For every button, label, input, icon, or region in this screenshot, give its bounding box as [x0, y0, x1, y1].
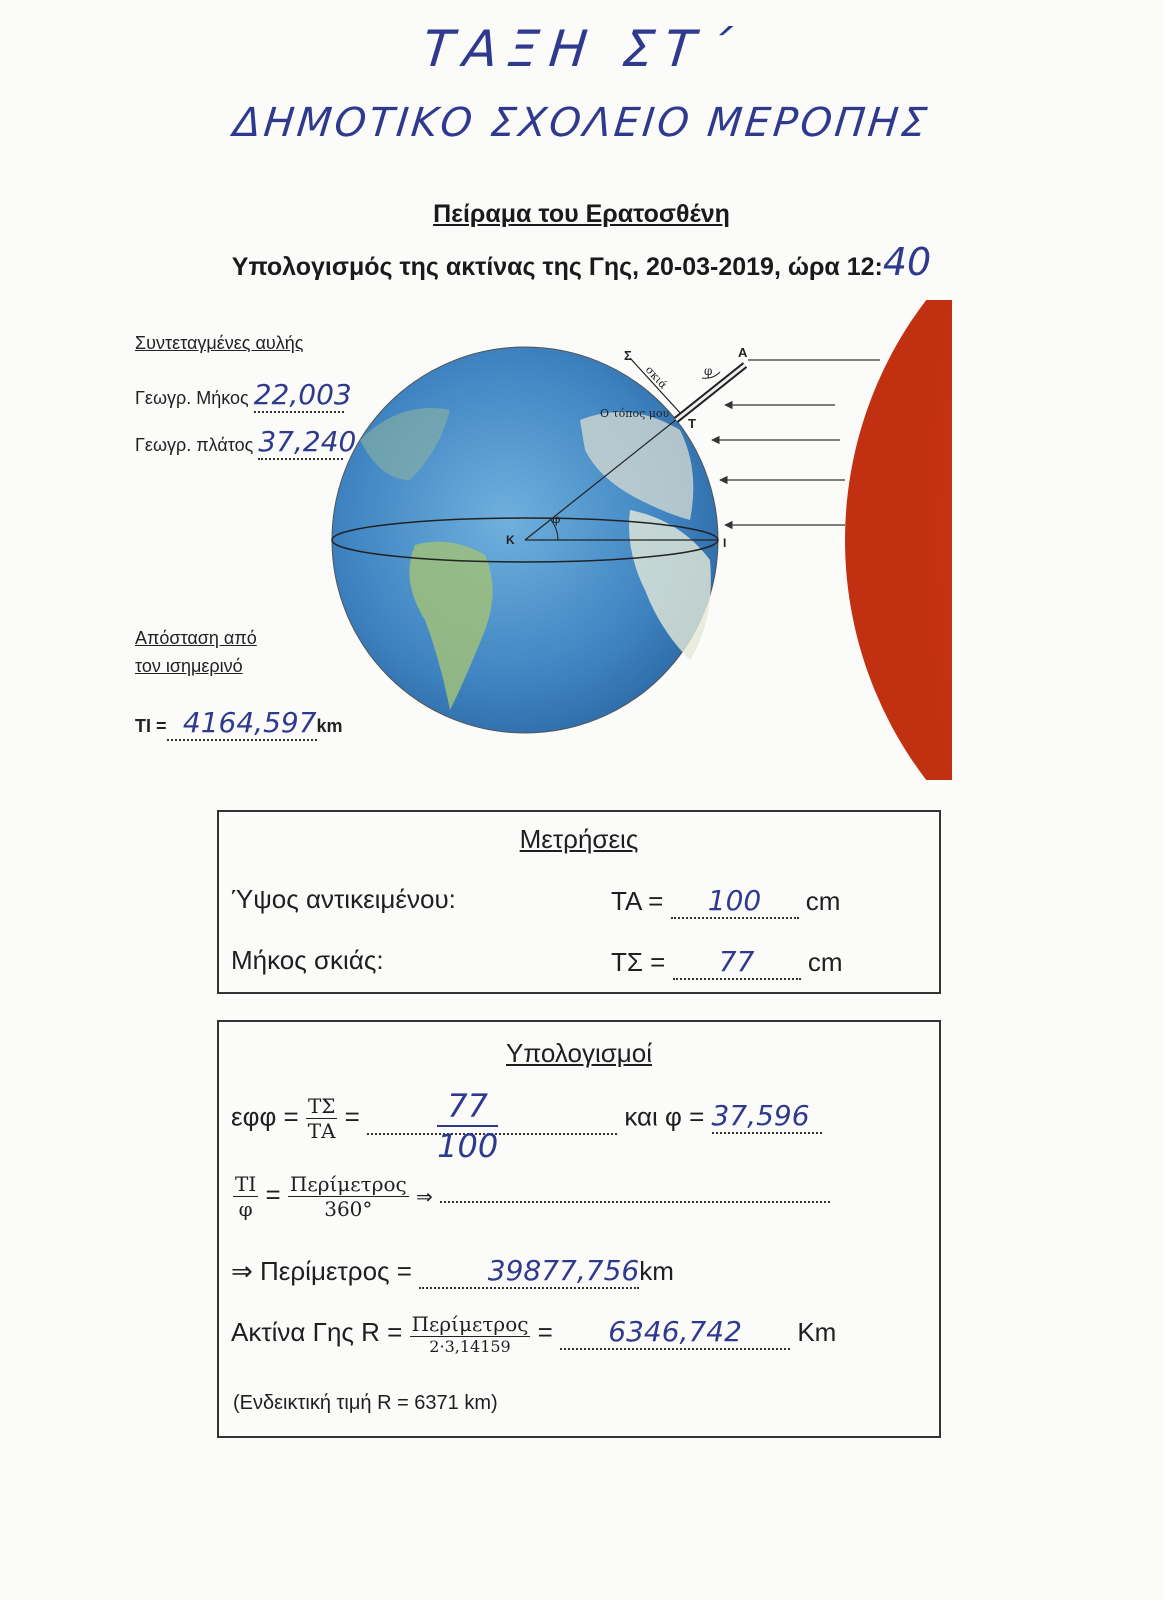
distance-value: 4164,597 — [167, 706, 317, 741]
ratio-num: ΤΙ — [235, 1172, 257, 1196]
tan-value-num: 77 — [437, 1087, 498, 1127]
longitude-value: 22,003 — [253, 378, 352, 411]
ratio-den: φ — [238, 1197, 253, 1221]
ratio-dots — [440, 1181, 830, 1203]
reference-note: (Ενδεικτική τιμή R = 6371 km) — [233, 1392, 498, 1414]
class-heading: ΤΑΞΗ ΣΤ΄ — [419, 20, 744, 78]
time-minutes: 40 — [882, 240, 932, 284]
experiment-title: Πείραμα του Ερατοσθένη — [433, 200, 730, 228]
shadow-value: 77 — [673, 945, 801, 980]
label-my-place: Ο τόπος μου — [600, 407, 670, 420]
shadow-row: ΤΣ = 77 cm — [611, 945, 843, 978]
latitude-value: 37,240 — [258, 425, 357, 458]
calculations-box — [217, 1020, 941, 1438]
perim-den: 360° — [324, 1197, 373, 1221]
label-I: Ι — [723, 536, 727, 550]
perimeter-value: 39877,756 — [419, 1254, 639, 1289]
radius-value: 6346,742 — [560, 1315, 790, 1350]
latitude-row: Γεωγρ. πλάτος 37,240 — [135, 425, 357, 458]
tan-value-den: 100 — [437, 1126, 499, 1165]
distance-heading-2: τον ισημερινό — [135, 656, 243, 676]
radius-den: 2·3,14159 — [429, 1337, 511, 1356]
phi-value: 37,596 — [712, 1099, 822, 1134]
school-heading: ΔΗΜΟΤΙΚΟ ΣΧΟΛΕΙΟ ΜΕΡΟΠΗΣ — [231, 100, 932, 146]
coordinates-heading: Συντεταγμένες αυλής — [135, 333, 304, 353]
radius-num: Περίμετρος — [411, 1312, 529, 1336]
longitude-row: Γεωγρ. Μήκος 22,003 — [135, 378, 352, 411]
ratio-row: $\frac{TI}{\varphi}$ = $\frac{\text{Περίμετρος}}{360^\circ}$ ⇒ — [233, 1172, 830, 1221]
label-K: Κ — [506, 533, 515, 547]
earth-diagram — [300, 330, 900, 770]
calculations-title: Υπολογισμοί — [506, 1038, 652, 1068]
tan-row: εφφ = $\frac{T\Sigma}{TA}$ = $\frac{77}{100}$ και φ = 37,596 — [231, 1094, 822, 1143]
radius-row: Ακτίνα Γης R = $\frac{\text{Περίμετρος}}{2\cdot 3,14159}$ = 6346,742 Km — [231, 1312, 837, 1356]
tan-num: ΤΣ — [307, 1094, 336, 1118]
perim-num: Περίμετρος — [289, 1172, 407, 1196]
label-sigma: Σ — [624, 348, 632, 363]
shadow-label: Μήκος σκιάς: — [231, 945, 384, 975]
label-shadow: σκιά — [642, 363, 670, 392]
measurements-box — [217, 810, 941, 994]
label-T: Τ — [688, 416, 696, 431]
label-A: Α — [738, 345, 748, 360]
experiment-subtitle: Υπολογισμός της ακτίνας της Γης, 20-03-2019, ώρα 12:40 — [231, 240, 932, 284]
distance-heading-1: Απόσταση από — [135, 628, 257, 648]
tan-den: ΤΑ — [307, 1119, 336, 1143]
height-label: Ύψος αντικειμένου: — [231, 884, 456, 914]
measurements-title: Μετρήσεις — [519, 824, 639, 854]
label-phi-top: φ — [704, 364, 713, 378]
label-phi-center: φ — [552, 512, 561, 526]
distance-row: ΤΙ = 4164,597km — [135, 706, 343, 739]
height-row: ΤΑ = 100 cm — [611, 884, 841, 917]
perimeter-row: ⇒ Περίμετρος = 39877,756km — [231, 1254, 674, 1287]
height-value: 100 — [671, 884, 799, 919]
tan-value-dots — [367, 1086, 617, 1165]
